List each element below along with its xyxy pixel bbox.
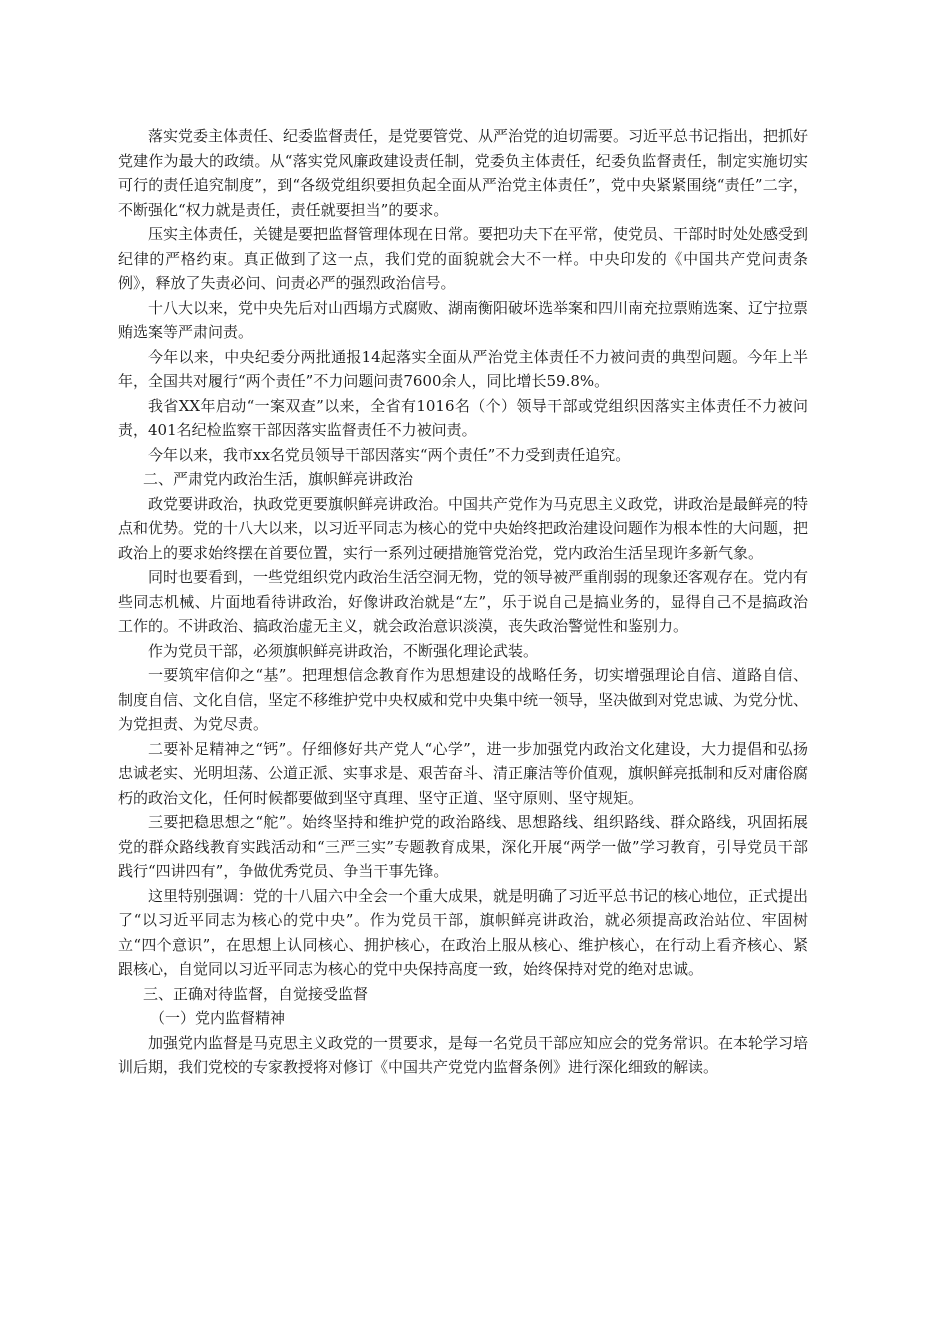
paragraph-pressure-responsibility: 压实主体责任，关键是要把监督管理体现在日常。要把功夫下在平常，使党员、干部时时处处感受到纪律的严格约束。真正做到了这一点，我们党的面貌就会大不一样。中央印发的《中国共产党问责条例》，释放了失责必问、问责必严的强烈政治信号。 xyxy=(118,225,809,292)
paragraph-politics-problems: 同时也要看到，一些党组织党内政治生活空洞无物，党的领导被严重削弱的现象还客观存在。党内有些同志机械、片面地看待讲政治，好像讲政治就是“左”，乐于说自己是搞业务的，显得自己不是搞政治工作的。不讲政治、搞政治虚无主义，就会政治意识淡漠，丧失政治警觉性和鉴别力。 xyxy=(118,568,809,635)
document-body xyxy=(118,124,808,1080)
paragraph-accountability-cases: 十八大以来，党中央先后对山西塌方式腐败、湖南衡阳破坏选举案和四川南充拉票贿选案、辽宁拉票贿选案等严肃问责。 xyxy=(118,298,809,341)
subsection-heading-supervision-spirit: （一）党内监督精神 xyxy=(150,1009,286,1027)
paragraph-point-spirit: 二要补足精神之“钙”。仔细修好共产党人“心学”，进一步加强党内政治文化建设，大力提倡和弘扬忠诚老实、光明坦荡、公道正派、实事求是、艰苦奋斗、清正廉洁等价值观，旗帜鲜亮抵制和反对庸俗腐朽的政治文化，任何时候都要做到坚守真理、坚守正道、坚守原则、坚守规矩。 xyxy=(118,739,809,807)
paragraph-point-faith: 一要筑牢信仰之“基”。把理想信念教育作为思想建设的战略任务，切实增强理论自信、道路自信、制度自信、文化自信，坚定不移维护党中央权威和党中央集中统一领导，坚决做到对党忠诚、为党分忧、为党担责、为党尽责。 xyxy=(118,666,809,733)
paragraph-point-thought: 三要把稳思想之“舵”。始终坚持和维护党的政治路线、思想路线、组织路线、群众路线，巩固拓展党的群众路线教育实践活动和“三严三实”专题教育成果，深化开展“两学一做”学习教育，引导党员干部践行“四讲四有”，争做优秀党员、争当干事先锋。 xyxy=(118,813,808,880)
section-heading-politics: 二、严肃党内政治生活，旗帜鲜亮讲政治 xyxy=(143,470,414,488)
paragraph-supervision-intro: 加强党内监督是马克思主义政党的一贯要求，是每一名党员干部应知应会的党务常识。在本轮学习培训后期，我们党校的专家教授将对修订《中国共产党党内监督条例》进行深化细致的解读。 xyxy=(118,1033,809,1076)
paragraph-national-stats: 今年以来，中央纪委分两批通报14起落实全面从严治党主体责任不力被问责的典型问题。今年上半年，全国共对履行“两个责任”不力问题问责7600余人，同比增长59.8%。 xyxy=(118,347,808,390)
paragraph-city-stats: 今年以来，我市xx名党员领导干部因落实“两个责任”不力受到责任追究。 xyxy=(148,445,631,464)
paragraph-politics-requirement: 作为党员干部，必须旗帜鲜亮讲政治，不断强化理论武装。 xyxy=(148,641,539,660)
section-heading-supervision: 三、正确对待监督，自觉接受监督 xyxy=(143,984,369,1003)
paragraph-province-stats: 我省XX年启动“一案双查”以来，全省有1016名（个）领导干部或党组织因落实主体责任不力被问责，401名纪检监察干部因落实监督责任不力被问责。 xyxy=(118,396,808,439)
paragraph-responsibility: 落实党委主体责任、纪委监督责任，是党要管党、从严治党的迫切需要。习近平总书记指出，把抓好党建作为最大的政绩。从“落实党风廉政建设责任制，党委负主体责任，纪委负监督责任，制定实施切实可行的责任追究制度”，到“各级党组织要担负起全面从严治党主体责任”，党中央紧紧围绕“责任”二字，不断强化“权力就是责任，责任就要担当”的要求。 xyxy=(118,127,809,219)
paragraph-emphasis: 这里特别强调：党的十八届六中全会一个重大成果，就是明确了习近平总书记的核心地位，正式提出了“以习近平同志为核心的党中央”。作为党员干部，旗帜鲜亮讲政治，就必须提高政治站位、牢固树立“四个意识”，在思想上认同核心、拥护核心，在政治上服从核心、维护核心，在行动上看齐核心、紧跟核心，自觉同以习近平同志为核心的党中央保持高度一致，始终保持对党的绝对忠诚。 xyxy=(118,886,809,978)
paragraph-politics-intro: 政党要讲政治，执政党更要旗帜鲜亮讲政治。中国共产党作为马克思主义政党，讲政治是最鲜亮的特点和优势。党的十八大以来，以习近平同志为核心的党中央始终把政治建设问题作为根本性的大问题，把政治上的要求始终摆在首要位置，实行一系列过硬措施管党治党，党内政治生活呈现许多新气象。 xyxy=(118,494,809,562)
